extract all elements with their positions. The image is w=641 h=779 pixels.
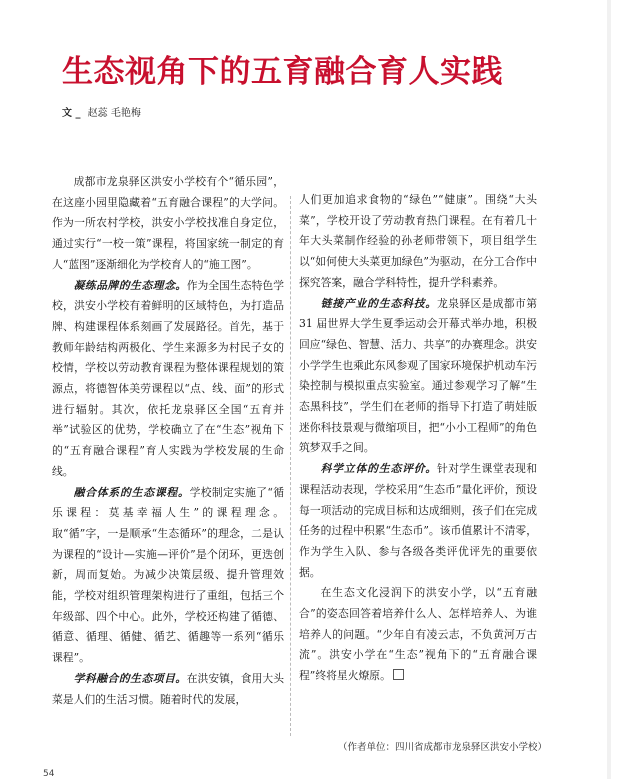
paragraph: 科学立体的生态评价。针对学生课堂表现和课程活动表现，学校采用“生态币”量化评价，预设每一项活动的完成目标和达成细则，孩子们在完成任务的过程中积累“生态币”。该币值累计不清零，作为学生入队、参与各级各类评优评先的重要依据。 <box>299 462 538 579</box>
end-of-article-icon <box>393 669 404 680</box>
left-column <box>52 172 284 710</box>
article-title: 生态视角下的五育融合育人实践 <box>62 54 503 90</box>
paragraph: 融合体系的生态课程。学校制定实施了“循乐课程：莫基幸福人生”的课程理念。取“循”字，一是顺承“生态循环”的理念，二是认为课程的“设计—实施—评价”是个闭环，更迭创新，周而复始。为减少决策层级、提升管理效能，学校对组织管理架构进行了重组，包括三个年级部、四个中心。此外，学校还构建了循德、循意、循理、循健、循艺、循趣等一系列“循乐课程”。 <box>52 485 284 665</box>
paragraph: 凝练品牌的生态理念。作为全国生态特色学校，洪安小学校有着鲜明的区域特色，为打造品牌、构建课程体系刻画了发展路径。首先，基于教师年龄结构两极化、学生来源多为村民子女的校情，学校以劳动教育课程为整体课程规划的策源点，将德智体美劳课程以“点、线、面”的形式进行辐射。其次，依托龙泉驿区全国“五育并举”试验区的优势，学校确立了在“生态”视角下的“五育融合课程”育人实践为学校发展的生命线。 <box>52 278 285 478</box>
right-column <box>299 190 537 687</box>
paragraph: 在生态文化浸润下的洪安小学，以“五育融合”的姿态回答着培养什么人、怎样培养人、为谁培养人的问题。“少年自有凌云志，不负黄河万古流”。洪安小学在“生态”视角下的“五育融合课程”终将星火燎原。 <box>299 586 537 683</box>
byline-authors: 赵蕊 毛艳梅 <box>87 108 141 119</box>
paragraph: 人们更加追求食物的“绿色”“健康”。围绕“大头菜”，学校开设了劳动教育热门课程。在有着几十年大头菜制作经验的孙老师带领下，项目组学生以“如何使大头菜更加绿色”为驱动，在分工合作中探究答案，融合学科特性，提升学科素养。 <box>299 193 537 289</box>
paragraph: 成都市龙泉驿区洪安小学校有个“循乐园”，在这座小园里隐藏着“五育融合课程”的大学问。作为一所农村学校，洪安小学校找准自身定位，通过实行“一校一策”课程，将国家统一制定的育人“蓝图”逐渐细化为学校育人的“施工图”。 <box>52 175 284 271</box>
paragraph: 链接产业的生态科技。龙泉驿区是成都市第 31 届世界大学生夏季运动会开幕式举办地，积极回应“绿色、智慧、活力、共享”的办赛理念。洪安小学学生也乘此东风参观了国家环境保护机动车污染控制与模拟重点实验室。通过参观学习了解“生态黑科技”，学生们在老师的指导下打造了萌娃版迷你科技景观与微缩项目，把“小小工程师”的角色筑梦双手之间。 <box>299 296 538 455</box>
page-number: 54 <box>43 769 55 779</box>
paragraph-lead: 链接产业的生态科技。 <box>320 296 438 310</box>
byline-label: 文 _ <box>62 108 81 119</box>
paragraph-lead: 学科融合的生态项目。 <box>73 671 187 685</box>
author-affiliation: （作者单位：四川省成都市龙泉驿区洪安小学校） <box>338 742 548 753</box>
byline <box>62 104 141 119</box>
page-edge <box>607 0 611 779</box>
paragraph: 学科融合的生态项目。在洪安镇，食用大头菜是人们的生活习惯。随着时代的发展， <box>52 671 285 706</box>
column-divider <box>290 196 291 736</box>
paragraph-lead: 凝练品牌的生态理念。 <box>73 278 187 292</box>
paragraph-lead: 融合体系的生态课程。 <box>73 485 190 499</box>
paragraph-lead: 科学立体的生态评价。 <box>320 462 438 476</box>
